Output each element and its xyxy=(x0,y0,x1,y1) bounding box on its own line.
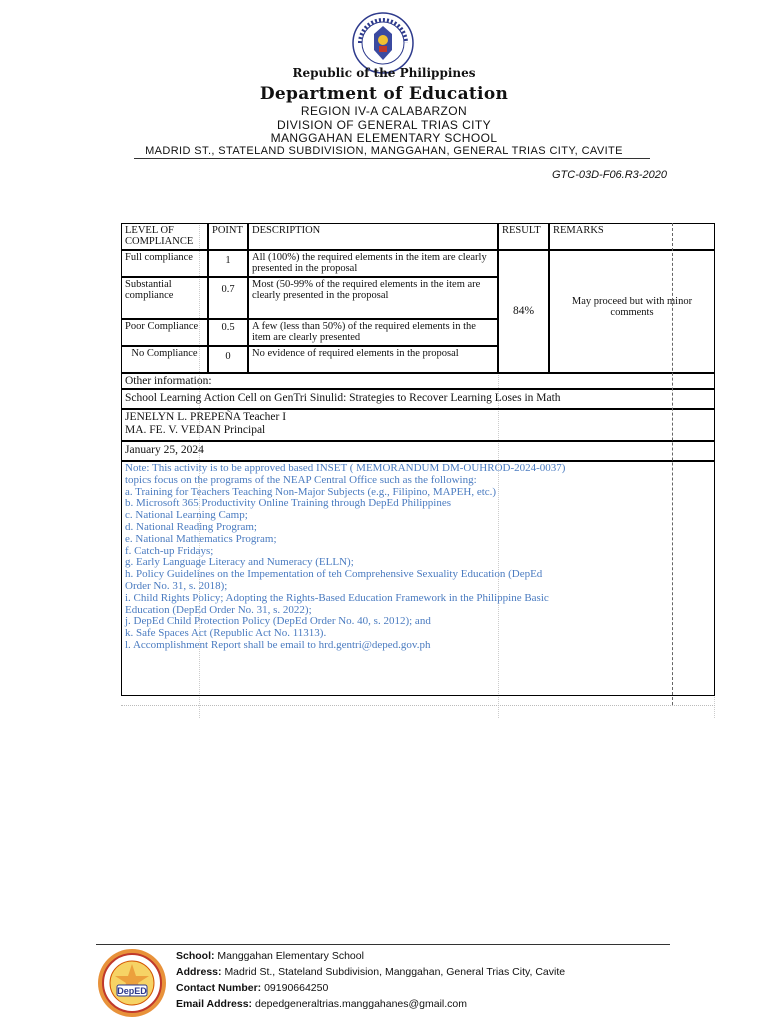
note-line: g. Early Language Literacy and Numeracy (ELLN); xyxy=(125,556,354,569)
header-result: RESULT xyxy=(498,223,549,250)
note-line: Education (DepEd Order No. 31, s. 2022); xyxy=(125,603,312,616)
note-line: d. National Reading Program; xyxy=(125,520,257,533)
footer-school-value: Manggahan Elementary School xyxy=(217,950,364,962)
header-remarks: REMARKS xyxy=(549,223,715,250)
region-heading: REGION IV-A CALABARZON xyxy=(300,104,468,118)
level-cell: Poor Compliance xyxy=(121,319,208,346)
remarks-value: May proceed but with minor comments xyxy=(549,250,715,373)
signatories-cell xyxy=(121,409,715,441)
note-line: topics focus on the programs of the NEAP Central Office such as the following: xyxy=(125,473,477,486)
point-cell: 0.7 xyxy=(208,277,248,319)
department-heading: Department of Education xyxy=(259,84,509,104)
activity-title: School Learning Action Cell on GenTri Sinulid: Strategies to Recover Learning Loses in Math xyxy=(121,389,715,409)
footer-email-label: Email Address: xyxy=(176,998,253,1010)
note-line: f. Catch-up Fridays; xyxy=(125,544,214,557)
school-address-heading: MADRID ST., STATELAND SUBDIVISION, MANGGAHAN, GENERAL TRIAS CITY, CAVITE xyxy=(145,145,623,157)
result-value: 84% xyxy=(498,250,549,373)
deped-seal-icon xyxy=(352,12,414,74)
header-level-of-compliance: LEVEL OF COMPLIANCE xyxy=(121,223,208,250)
note-line: b. Microsoft 365 Productivity Online Training through DepEd Philippines xyxy=(125,497,452,510)
header-divider xyxy=(134,158,650,159)
level-cell: No Compliance xyxy=(121,346,208,373)
note-line: l. Accomplishment Report shall be email to hrd.gentri@deped.gov.ph xyxy=(125,638,431,651)
note-line: Note: This activity is to be approved based INSET ( MEMORANDUM DM-OUHROD-2024-0037) xyxy=(125,462,566,474)
description-cell: Most (50-99% of the required elements in the item are clearly presented in the proposal xyxy=(248,277,498,319)
footer-contact-line xyxy=(176,982,328,994)
page-break-guide xyxy=(672,223,673,705)
description-cell: A few (less than 50%) of the required elements in the item are clearly presented xyxy=(248,319,498,346)
note-line: a. Training for Teachers Teaching Non-Major Subjects (e.g., Filipino, MAPEH, etc.) xyxy=(125,485,497,498)
footer-address-line xyxy=(176,966,565,978)
header-point: POINT xyxy=(208,223,248,250)
footer-school-label: School: xyxy=(176,950,215,962)
note-line: h. Policy Guidelines on the Impementation of teh Comprehensive Sexuality Education (DepEd xyxy=(125,568,543,581)
other-information-label: Other information: xyxy=(121,373,715,389)
footer-contact-value: 09190664250 xyxy=(264,982,329,994)
republic-heading: Republic of the Philippines xyxy=(292,66,476,80)
note-block xyxy=(121,461,715,696)
grid-guide xyxy=(121,705,715,706)
footer-divider xyxy=(96,944,670,945)
point-cell: 1 xyxy=(208,250,248,277)
level-cell: Substantial compliance xyxy=(121,277,208,319)
footer-address-label: Address: xyxy=(176,966,222,978)
school-heading: MANGGAHAN ELEMENTARY SCHOOL xyxy=(270,131,498,145)
footer-email-value: depedgeneraltrias.manggahanes@gmail.com xyxy=(254,998,468,1010)
footer-email-line xyxy=(176,998,467,1010)
header-description: DESCRIPTION xyxy=(248,223,498,250)
note-line: e. National Mathematics Program; xyxy=(125,532,277,545)
note-line: j. DepEd Child Protection Policy (DepEd Order No. 40, s. 2012); and xyxy=(125,615,431,628)
principal-signatory: MA. FE. V. VEDAN Principal xyxy=(125,424,266,436)
compliance-evaluation-table xyxy=(121,223,715,718)
footer-school-line xyxy=(176,950,364,962)
note-line: Order No. 31, s. 2018); xyxy=(125,579,228,592)
form-code: GTC-03D-F06.R3-2020 xyxy=(552,169,667,181)
level-cell: Full compliance xyxy=(121,250,208,277)
teacher-signatory: JENELYN L. PREPEÑA Teacher I xyxy=(125,411,287,423)
division-heading: DIVISION OF GENERAL TRIAS CITY xyxy=(276,118,492,132)
description-cell: All (100%) the required elements in the item are clearly presented in the proposal xyxy=(248,250,498,277)
point-cell: 0 xyxy=(208,346,248,373)
school-logo-icon xyxy=(97,948,167,1018)
point-cell: 0.5 xyxy=(208,319,248,346)
date-cell: January 25, 2024 xyxy=(121,441,715,461)
logo-text: DepED xyxy=(117,986,147,996)
footer-contact-label: Contact Number: xyxy=(176,982,262,994)
note-line: c. National Learning Camp; xyxy=(125,509,248,522)
note-line: k. Safe Spaces Act (Republic Act No. 11313). xyxy=(125,627,327,640)
note-line: i. Child Rights Policy; Adopting the Rights-Based Education Framework in the Philippine Basic xyxy=(125,591,549,604)
footer-address-value: Madrid St., Stateland Subdivision, Manggahan, General Trias City, Cavite xyxy=(224,966,566,978)
description-cell: No evidence of required elements in the proposal xyxy=(248,346,498,373)
